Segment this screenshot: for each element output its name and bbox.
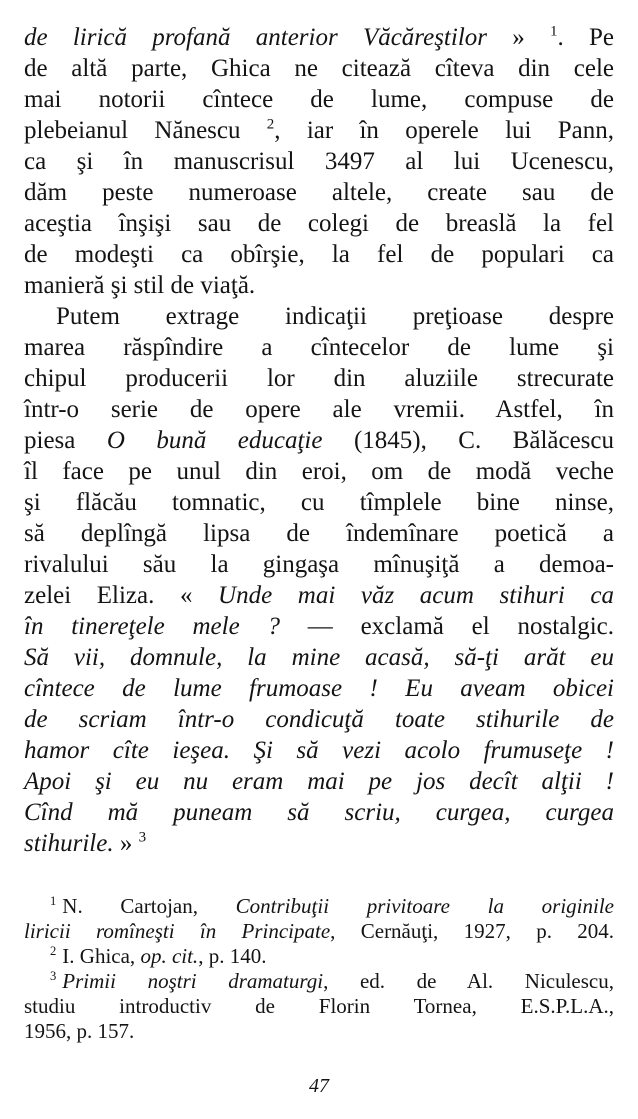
text-fragment: piesa (24, 427, 107, 454)
page-number: 47 (309, 1075, 329, 1097)
text-line: într-o serie de opere ale vremii. Astfel, în (24, 396, 614, 423)
text-fragment: , ed. de Al. Niculescu, (323, 969, 614, 993)
text-line: Putem extrage indicaţii preţioase despre (56, 303, 614, 330)
text-fragment: , p. 140. (198, 944, 267, 968)
quotation: Cînd mă puneam să scriu, curgea, curgea (24, 799, 614, 826)
footnote-2 (50, 944, 614, 969)
text-line: de altă parte, Ghica ne citează cîteva din cele (24, 55, 614, 82)
quotation: Să vii, domnule, la mine acasă, să-ţi arăt eu (24, 644, 614, 671)
footnote-mark: 3 (50, 969, 57, 983)
quotation: de scriam într-o condicuţă toate stihurile de (24, 706, 614, 733)
quotation-line (24, 704, 614, 735)
footnote-3-continued: 1956, p. 157. (24, 1019, 135, 1043)
quotation: cîntece de lume frumoase ! Eu aveam obicei (24, 675, 614, 702)
quotation: hamor cîte ieşea. Şi să vezi acolo frumuseţe ! (24, 737, 614, 764)
text-fragment: plebeianul Nănescu (24, 117, 267, 144)
quotation: Unde mai văz acum stihuri ca (218, 582, 614, 609)
quotation: Apoi şi eu nu eram mai pe jos decît alţii ! (24, 768, 614, 795)
italic-phrase: de lirică profană anterior Văcăreştilor (24, 24, 488, 51)
text-line: ca şi în manuscrisul 3497 al lui Ucenescu, (24, 148, 614, 175)
quotation: în tinereţele mele ? (24, 613, 280, 640)
text-line: chipul producerii lor din aluziile strecurate (24, 365, 614, 392)
footnote-3-continued: studiu introductiv de Florin Tornea, E.S.P.L.A., (24, 994, 614, 1018)
footnote-ref-3[interactable]: 3 (138, 829, 147, 846)
quotation-line (24, 642, 614, 673)
text-line: manieră şi stil de viaţă. (24, 272, 256, 299)
text-line: mai notorii cîntece de lume, compuse de (24, 86, 614, 113)
text-line (24, 580, 614, 611)
play-title: O bună educaţie (106, 427, 323, 454)
text-line: dăm peste numeroase altele, create sau de (24, 179, 614, 206)
text-line (24, 611, 614, 642)
text-line: aceştia înşişi sau de colegi de breaslă la fel (24, 210, 614, 237)
text-line: îl face pe unul din eroi, om de modă veche (24, 458, 614, 485)
footnote-ref-1[interactable]: 1 (550, 23, 558, 40)
footnote-1-continued (24, 919, 614, 944)
cited-title: liricii romîneşti în Principate (24, 919, 331, 943)
text-fragment: , iar în operele lui Pann, (274, 117, 614, 144)
footnote-1 (50, 894, 614, 919)
footnote-mark: 1 (50, 894, 57, 908)
footnote-mark: 2 (50, 944, 57, 958)
quotation-line (24, 735, 614, 766)
quotation: stihurile. (24, 830, 114, 857)
text-line: de modeşti ca obîrşie, la fel de populari ca (24, 241, 614, 268)
text-line (24, 115, 614, 146)
text-fragment: » (113, 830, 139, 857)
footnote-3 (50, 969, 614, 994)
text-line: să deplîngă lipsa de îndemînare poetică a (24, 520, 614, 547)
text-fragment: zelei Eliza. « (24, 582, 219, 609)
quotation-line (24, 797, 614, 828)
text-fragment: , Cernăuţi, 1927, p. 204. (330, 919, 615, 943)
cited-title: op. cit. (140, 944, 199, 968)
text-fragment: — exclamă el nostalgic. (280, 613, 615, 640)
text-fragment: » (487, 24, 551, 51)
text-fragment: I. Ghica, (62, 944, 141, 968)
text-line: rivalului său la gingaşa mînuşiţă a demoa- (24, 551, 614, 578)
footnote-ref-2[interactable]: 2 (266, 116, 275, 133)
cited-title: Contribuţii privitoare la originile (235, 894, 614, 918)
quotation-line (24, 673, 614, 704)
text-line: şi flăcău tomnatic, cu tîmplele bine ninse, (24, 489, 614, 516)
quotation-line (24, 828, 614, 859)
cited-title: Primii noştri dramaturgi (62, 969, 324, 993)
text-line: marea răspîndire a cîntecelor de lume şi (24, 334, 614, 361)
text-fragment: (1845), C. Bălăcescu (322, 427, 615, 454)
text-line (24, 22, 614, 53)
text-fragment: . Pe (557, 24, 615, 51)
text-fragment: N. Cartojan, (62, 894, 236, 918)
text-line (24, 425, 614, 456)
quotation-line (24, 766, 614, 797)
